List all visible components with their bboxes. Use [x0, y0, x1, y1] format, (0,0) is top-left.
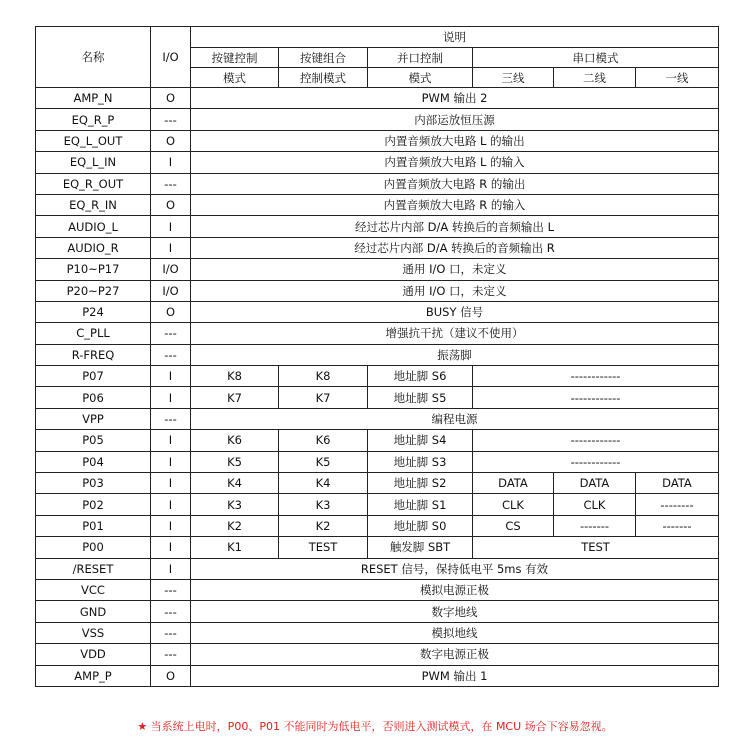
table-row: [36, 601, 719, 622]
key-combo-mode: K5: [279, 451, 368, 472]
pin-name: R-FREQ: [36, 344, 151, 365]
pin-io: O: [151, 130, 191, 151]
table-row: [36, 515, 719, 536]
key-control-mode: K1: [191, 537, 279, 558]
pin-io: I: [151, 473, 191, 494]
table-row: [36, 323, 719, 344]
key-combo-mode: K7: [279, 387, 368, 408]
pin-io: I: [151, 152, 191, 173]
parallel-mode: 地址脚 S6: [368, 366, 473, 387]
pin-description: 内置音频放大电路 L 的输出: [191, 130, 719, 151]
pin-io: ---: [151, 323, 191, 344]
header-key-combo-line1: 按键组合: [279, 48, 368, 68]
pin-io: ---: [151, 173, 191, 194]
key-control-mode: K2: [191, 515, 279, 536]
table-row: [36, 344, 719, 365]
pin-name: C_PLL: [36, 323, 151, 344]
pin-description: 数字地线: [191, 601, 719, 622]
serial-mode: ------------: [473, 430, 719, 451]
pin-io: I: [151, 494, 191, 515]
header-parallel-line2: 模式: [368, 68, 473, 88]
pin-io: O: [151, 665, 191, 686]
pin-io: I: [151, 558, 191, 579]
header-io: I/O: [151, 27, 191, 88]
pin-io: ---: [151, 408, 191, 429]
pin-name: EQ_L_IN: [36, 152, 151, 173]
key-combo-mode: K6: [279, 430, 368, 451]
pin-io: I/O: [151, 259, 191, 280]
serial-1wire: -------: [636, 515, 719, 536]
pin-name: AMP_P: [36, 665, 151, 686]
pin-io: ---: [151, 644, 191, 665]
table-row: [36, 622, 719, 643]
table-row: [36, 152, 719, 173]
table-row: [36, 579, 719, 600]
header-description: 说明: [191, 27, 719, 48]
pin-table: [35, 26, 719, 687]
pin-name: AUDIO_L: [36, 216, 151, 237]
serial-3wire: CS: [473, 515, 554, 536]
key-combo-mode: K8: [279, 366, 368, 387]
pin-io: ---: [151, 622, 191, 643]
pin-description: 经过芯片内部 D/A 转换后的音频输出 L: [191, 216, 719, 237]
pin-description: 内部运放恒压源: [191, 109, 719, 130]
key-combo-mode: K3: [279, 494, 368, 515]
pin-description: 编程电源: [191, 408, 719, 429]
parallel-mode: 触发脚 SBT: [368, 537, 473, 558]
key-control-mode: K8: [191, 366, 279, 387]
pin-description: 数字电源正极: [191, 644, 719, 665]
pin-io: I: [151, 451, 191, 472]
table-row: [36, 237, 719, 258]
serial-2wire: DATA: [554, 473, 636, 494]
table-row: [36, 408, 719, 429]
serial-3wire: CLK: [473, 494, 554, 515]
table-row: [36, 280, 719, 301]
parallel-mode: 地址脚 S5: [368, 387, 473, 408]
pin-io: I: [151, 237, 191, 258]
table-row: [36, 494, 719, 515]
header-key-ctrl-line2: 模式: [191, 68, 279, 88]
header-serial-1wire: 一线: [636, 68, 719, 88]
header-serial-2wire: 二线: [554, 68, 636, 88]
pin-io: ---: [151, 344, 191, 365]
parallel-mode: 地址脚 S0: [368, 515, 473, 536]
table-row: [36, 173, 719, 194]
serial-mode: ------------: [473, 366, 719, 387]
serial-mode: ------------: [473, 387, 719, 408]
table-row: [36, 109, 719, 130]
pin-name: P06: [36, 387, 151, 408]
pin-name: P10~P17: [36, 259, 151, 280]
key-control-mode: K4: [191, 473, 279, 494]
key-combo-mode: K4: [279, 473, 368, 494]
pin-description: 经过芯片内部 D/A 转换后的音频输出 R: [191, 237, 719, 258]
pin-io: ---: [151, 601, 191, 622]
table-row: [36, 473, 719, 494]
pin-description: PWM 输出 2: [191, 88, 719, 109]
key-control-mode: K3: [191, 494, 279, 515]
pin-name: VDD: [36, 644, 151, 665]
pin-description: 通用 I/O 口，未定义: [191, 280, 719, 301]
key-combo-mode: K2: [279, 515, 368, 536]
pin-io: O: [151, 88, 191, 109]
table-row: [36, 430, 719, 451]
pin-description: 内置音频放大电路 L 的输入: [191, 152, 719, 173]
pin-io: I: [151, 537, 191, 558]
key-combo-mode: TEST: [279, 537, 368, 558]
table-row: [36, 387, 719, 408]
key-control-mode: K5: [191, 451, 279, 472]
table-row: [36, 216, 719, 237]
serial-1wire: DATA: [636, 473, 719, 494]
table-row: [36, 537, 719, 558]
pin-io: ---: [151, 579, 191, 600]
pin-io: I: [151, 387, 191, 408]
table-row: [36, 665, 719, 686]
pin-io: O: [151, 194, 191, 215]
pin-name: EQ_R_P: [36, 109, 151, 130]
pin-name: EQ_L_OUT: [36, 130, 151, 151]
table-row: [36, 558, 719, 579]
key-control-mode: K6: [191, 430, 279, 451]
pin-name: P20~P27: [36, 280, 151, 301]
table-row: [36, 259, 719, 280]
key-control-mode: K7: [191, 387, 279, 408]
pin-description: 内置音频放大电路 R 的输出: [191, 173, 719, 194]
pin-name: P01: [36, 515, 151, 536]
pin-name: P03: [36, 473, 151, 494]
pin-name: /RESET: [36, 558, 151, 579]
pin-name: P04: [36, 451, 151, 472]
table-row: [36, 301, 719, 322]
header-name: 名称: [36, 27, 151, 88]
table-row: [36, 644, 719, 665]
pin-io: O: [151, 301, 191, 322]
pin-description: RESET 信号，保持低电平 5ms 有效: [191, 558, 719, 579]
parallel-mode: 地址脚 S2: [368, 473, 473, 494]
parallel-mode: 地址脚 S3: [368, 451, 473, 472]
pin-io: I: [151, 366, 191, 387]
pin-io: I: [151, 515, 191, 536]
pin-name: AMP_N: [36, 88, 151, 109]
serial-3wire: DATA: [473, 473, 554, 494]
pin-name: VCC: [36, 579, 151, 600]
pin-name: P00: [36, 537, 151, 558]
footnote-warning: ★ 当系统上电时，P00、P01 不能同时为低电平，否则进入测试模式，在 MCU 场合下容易忽视。: [137, 720, 613, 733]
serial-2wire: CLK: [554, 494, 636, 515]
serial-1wire: --------: [636, 494, 719, 515]
table-row: [36, 451, 719, 472]
header-parallel-line1: 并口控制: [368, 48, 473, 68]
header-serial: 串口模式: [473, 48, 719, 68]
table-row: [36, 194, 719, 215]
pin-name: P05: [36, 430, 151, 451]
header-key-combo-line2: 控制模式: [279, 68, 368, 88]
pin-name: VSS: [36, 622, 151, 643]
table-row: [36, 130, 719, 151]
header-key-ctrl-line1: 按键控制: [191, 48, 279, 68]
pin-description: 增强抗干扰（建议不使用）: [191, 323, 719, 344]
serial-mode: ------------: [473, 451, 719, 472]
pin-name: P02: [36, 494, 151, 515]
table-row: [36, 88, 719, 109]
pin-io: I: [151, 216, 191, 237]
pin-description: PWM 输出 1: [191, 665, 719, 686]
pin-description: 内置音频放大电路 R 的输入: [191, 194, 719, 215]
pin-name: VPP: [36, 408, 151, 429]
pin-description: BUSY 信号: [191, 301, 719, 322]
pin-description: 模拟地线: [191, 622, 719, 643]
table-row: [36, 366, 719, 387]
pin-name: EQ_R_OUT: [36, 173, 151, 194]
pin-io: I/O: [151, 280, 191, 301]
serial-mode: TEST: [473, 537, 719, 558]
pin-name: AUDIO_R: [36, 237, 151, 258]
pin-name: P07: [36, 366, 151, 387]
pin-name: EQ_R_IN: [36, 194, 151, 215]
pin-io: ---: [151, 109, 191, 130]
serial-2wire: -------: [554, 515, 636, 536]
parallel-mode: 地址脚 S4: [368, 430, 473, 451]
pin-io: I: [151, 430, 191, 451]
pin-name: GND: [36, 601, 151, 622]
pin-description: 通用 I/O 口，未定义: [191, 259, 719, 280]
pin-name: P24: [36, 301, 151, 322]
parallel-mode: 地址脚 S1: [368, 494, 473, 515]
pin-description: 振荡脚: [191, 344, 719, 365]
pin-description: 模拟电源正极: [191, 579, 719, 600]
header-serial-3wire: 三线: [473, 68, 554, 88]
